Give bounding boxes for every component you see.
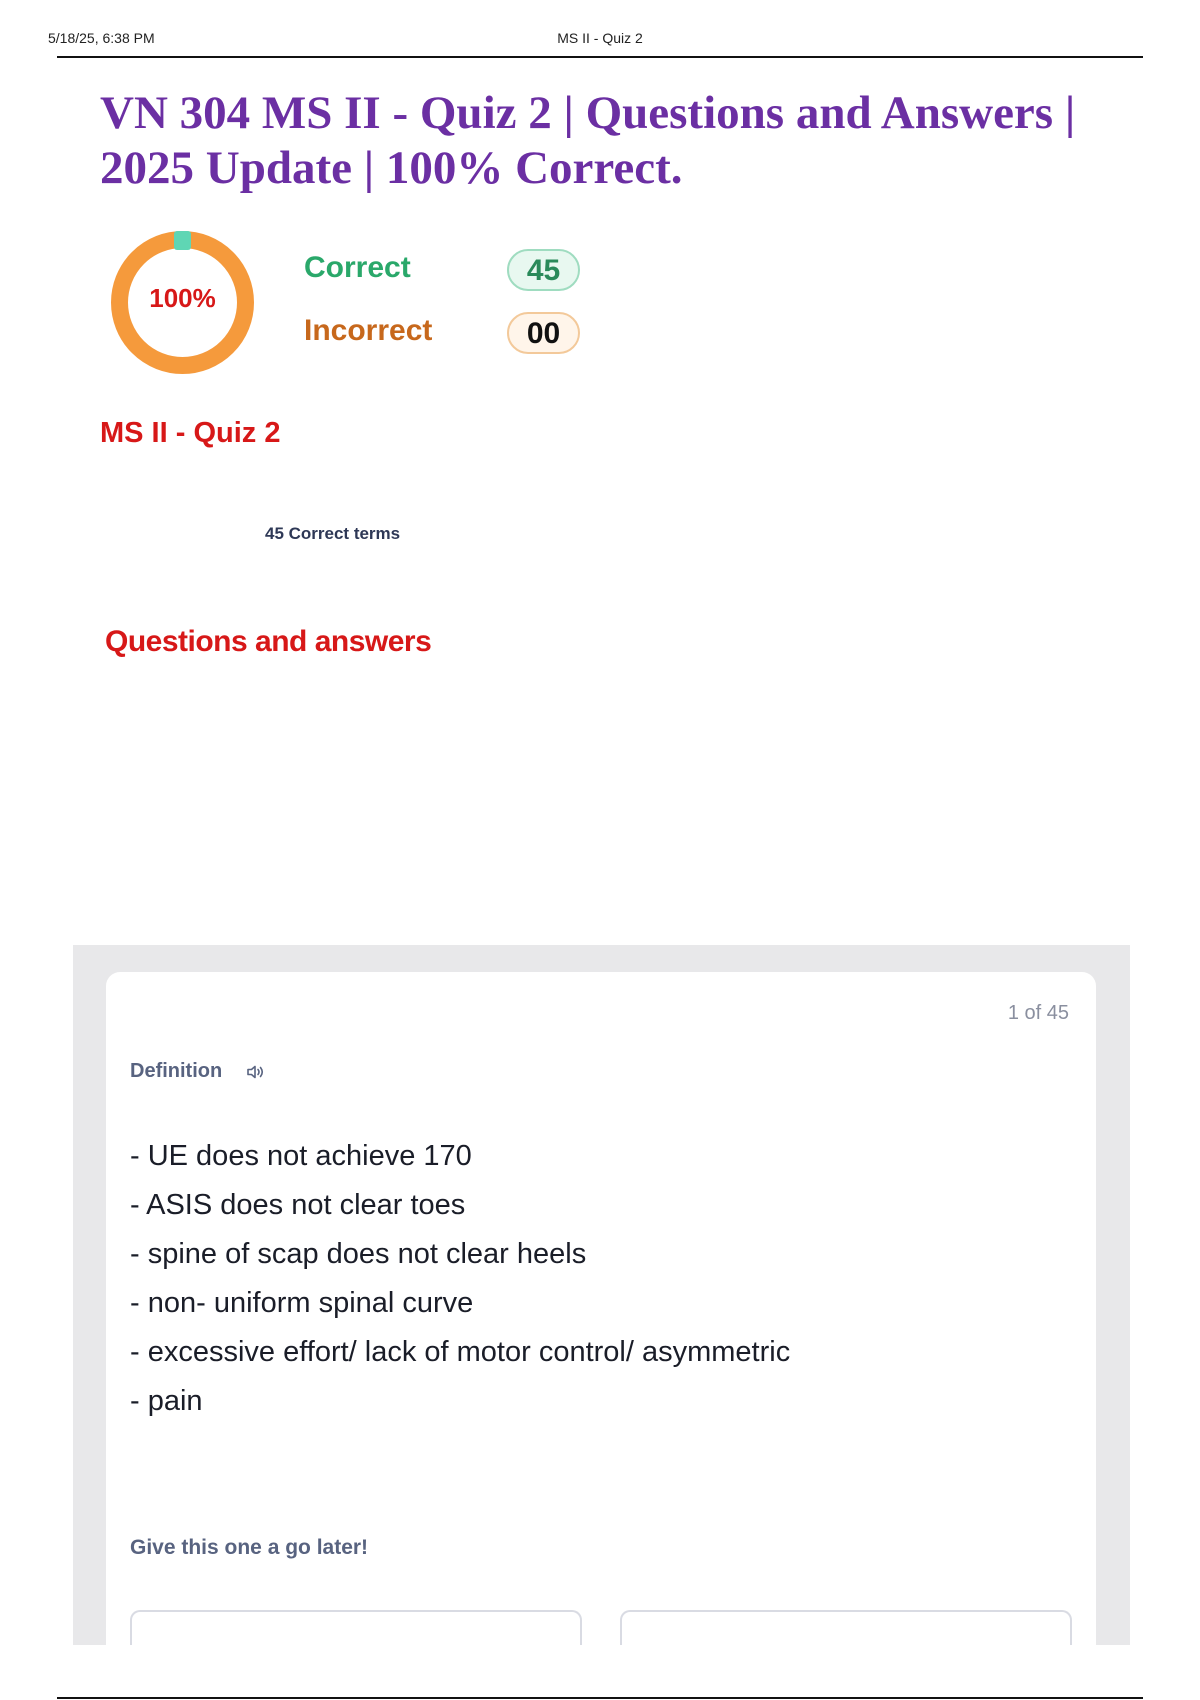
definition-label: Definition [130,1060,223,1082]
print-header [0,0,1200,60]
definition-text [130,1132,1070,1426]
score-percent: 100% [149,283,216,313]
page-bottom-margin [0,1645,1200,1697]
later-prompt: Give this one a go later! [130,1536,369,1559]
set-title: MS II - Quiz 2 [100,417,281,449]
card-counter: 1 of 45 [1007,1002,1069,1024]
print-page-title: MS II - Quiz 2 [557,30,643,46]
definition-line: - excessive effort/ lack of motor control/ asymmetric [130,1336,791,1368]
document-title: VN 304 MS II - Quiz 2 | Questions and Answers | 2025 Update | 100% Correct. [100,87,1076,194]
speaker-icon[interactable] [244,1060,268,1084]
correct-label: Correct [304,251,411,284]
correct-count-badge: 45 [507,249,580,291]
flashcard [106,972,1096,1645]
header-rule [57,56,1143,58]
questions-heading: Questions and answers [105,625,432,658]
score-ring-marker [174,231,191,250]
terms-count: 45 Correct terms [265,524,401,543]
definition-line: - spine of scap does not clear heels [130,1238,587,1270]
definition-line: - ASIS does not clear toes [130,1189,466,1221]
definition-line: - pain [130,1385,203,1417]
incorrect-label: Incorrect [304,314,433,347]
definition-line: - UE does not achieve 170 [130,1140,472,1172]
print-date: 5/18/25, 6:38 PM [48,30,155,46]
definition-line: - non- uniform spinal curve [130,1287,474,1319]
incorrect-count-badge: 00 [507,312,580,354]
footer-rule [57,1697,1143,1699]
